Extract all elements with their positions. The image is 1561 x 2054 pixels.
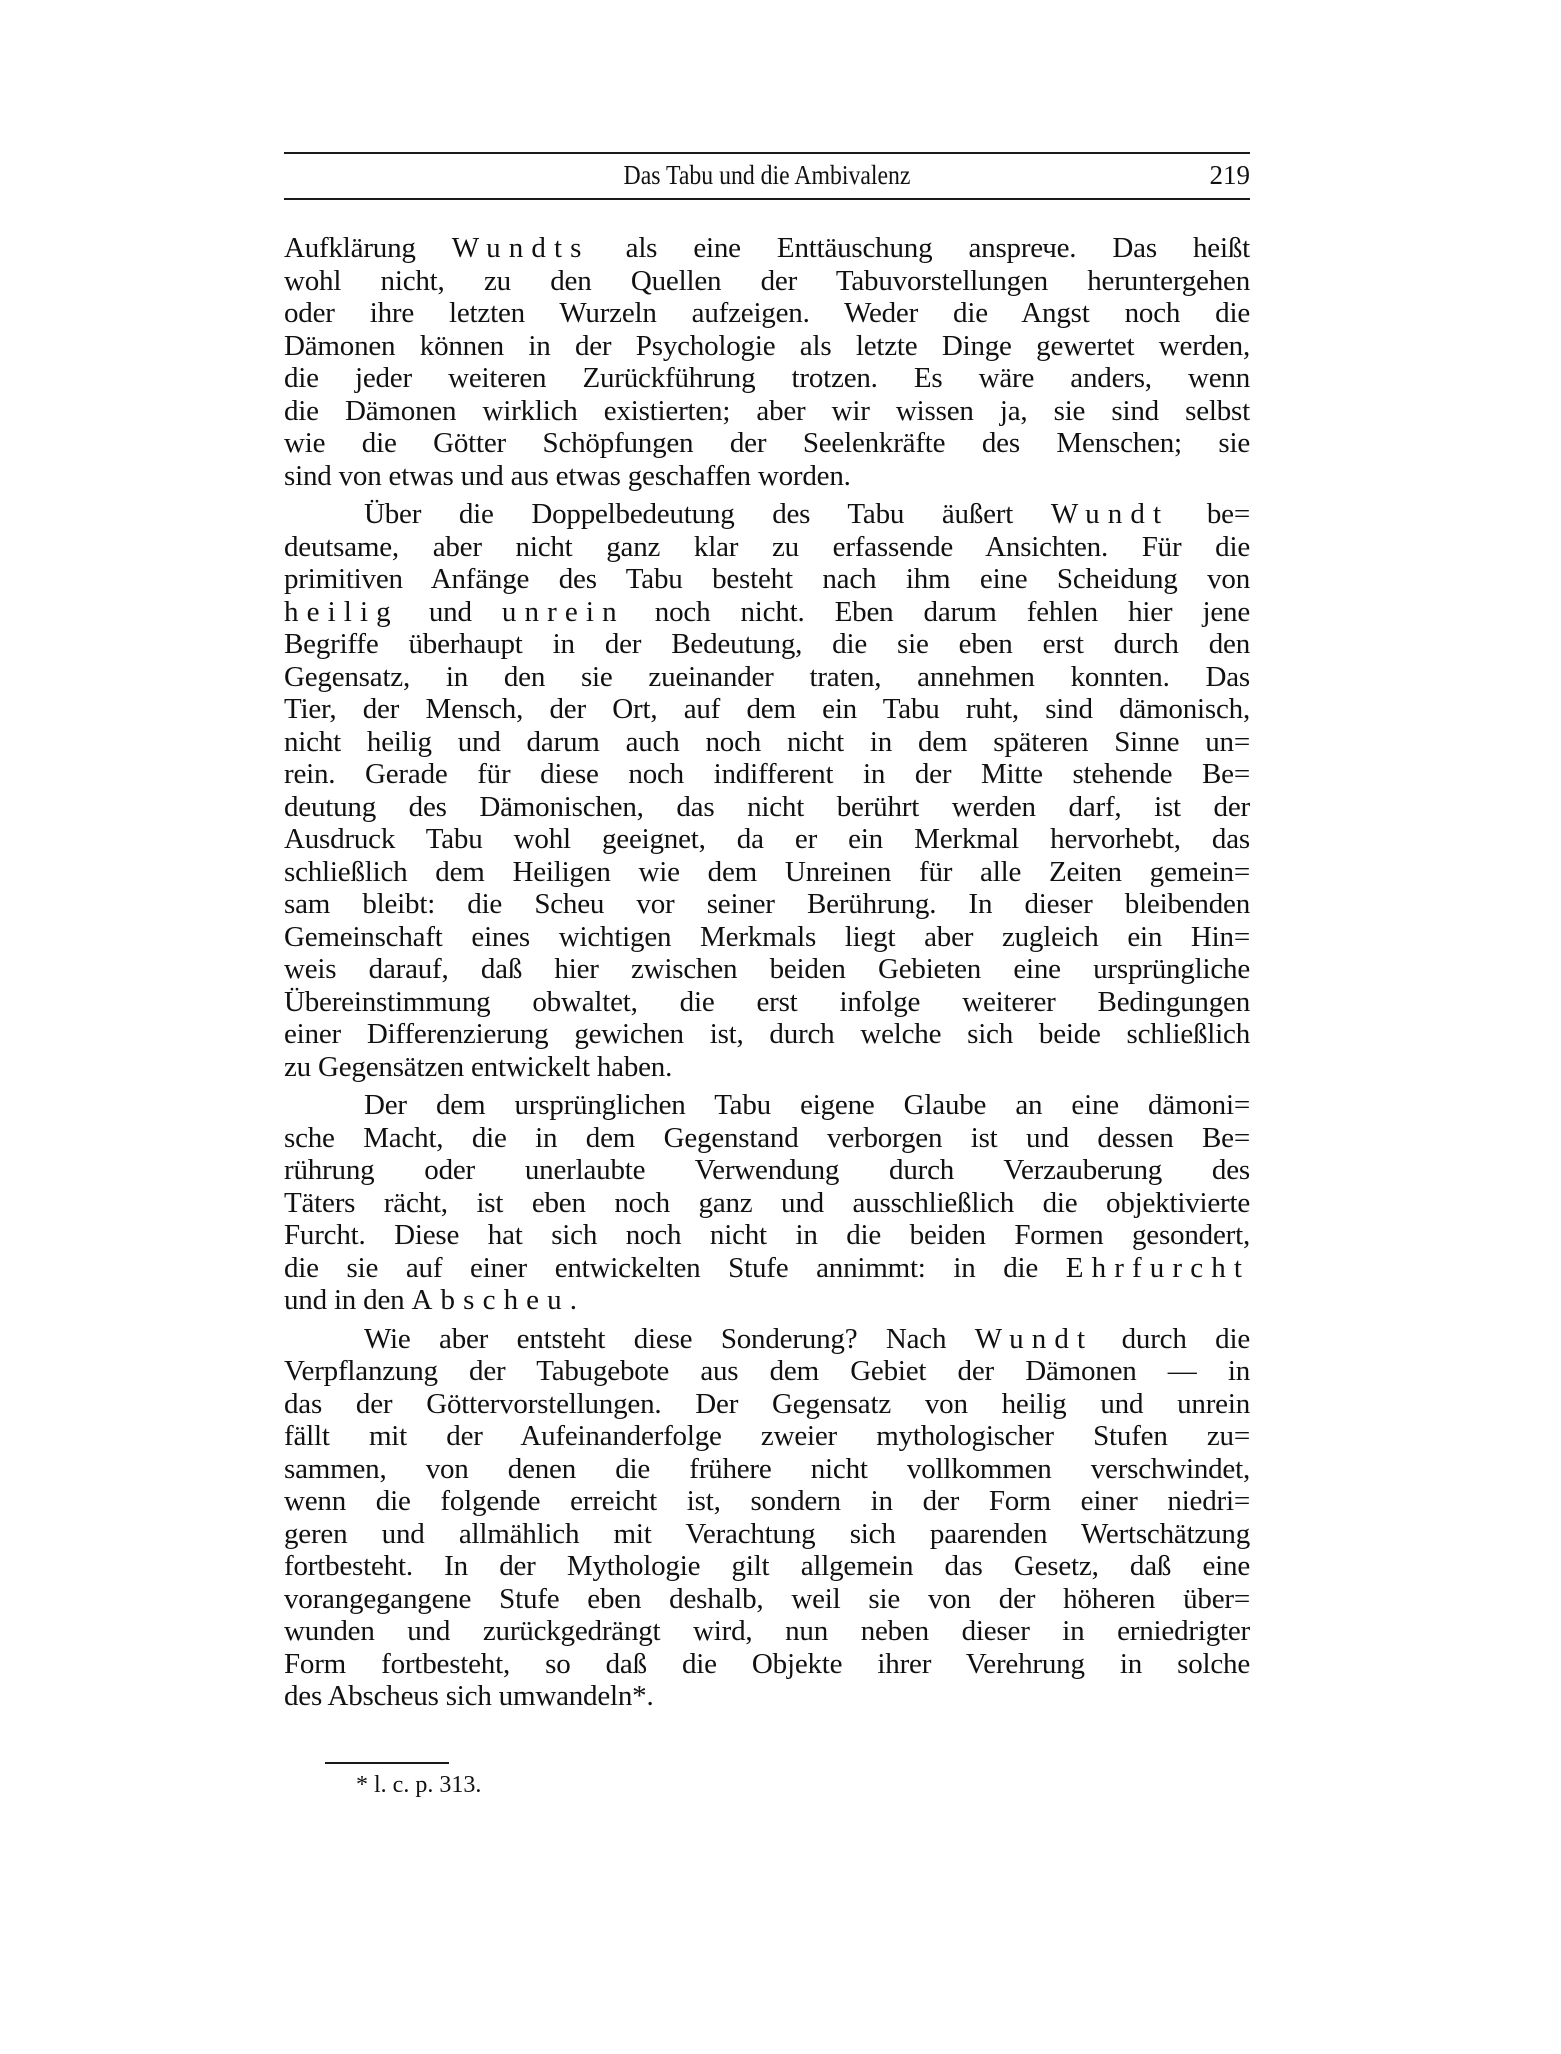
- text-line: [284, 1323, 1250, 1356]
- text-line: [284, 427, 1250, 460]
- text-line: [284, 1388, 1250, 1421]
- text-line: [284, 498, 1250, 531]
- text-segment: Täters rächt, ist eben noch ganz und ausschließlich die objektivierte: [284, 1186, 1250, 1219]
- running-head: [284, 160, 1250, 190]
- text-segment: fortbesteht. In der Mythologie gilt allgemein das Gesetz, daß eine: [284, 1550, 1250, 1582]
- text-line: [284, 563, 1250, 596]
- header-rule-bottom: [284, 198, 1250, 200]
- text-segment: deutsame, aber nicht ganz klar zu erfassende Ansichten. Für die: [284, 530, 1250, 563]
- text-segment: vorangegangene Stufe eben deshalb, weil sie von der höheren über=: [284, 1582, 1250, 1615]
- text-segment: die sie auf einer entwickelten Stufe annimmt: in die: [284, 1251, 1066, 1284]
- text-segment: Gemeinschaft eines wichtigen Merkmals liegt aber zugleich ein Hin=: [284, 920, 1250, 953]
- text-line: [284, 1187, 1250, 1220]
- text-segment: geren und allmählich mit Verachtung sich paarenden Wertschätzung: [284, 1517, 1250, 1550]
- text-line: [284, 661, 1250, 694]
- text-segment: durch die: [1093, 1322, 1250, 1355]
- text-line: [284, 362, 1250, 395]
- text-segment: nicht heilig und darum auch noch nicht in dem späteren Sinne un=: [284, 725, 1250, 758]
- text-segment: Ausdruck Tabu wohl geeignet, da er ein Merkmal hervorhebt, das: [284, 823, 1250, 855]
- paragraph: [284, 1323, 1250, 1713]
- body-text: [284, 232, 1250, 1719]
- text-line: [284, 1648, 1250, 1681]
- text-segment: Begriffe überhaupt in der Bedeutung, die sie eben erst durch den: [284, 628, 1250, 660]
- text-segment: die Dämonen wirklich existierten; aber wir wissen ja, sie sind selbst: [284, 394, 1250, 427]
- text-line: [284, 1252, 1250, 1285]
- text-line: [284, 1485, 1250, 1518]
- text-line: [284, 791, 1250, 824]
- text-line: [284, 693, 1250, 726]
- text-line: [284, 1583, 1250, 1616]
- text-segment: fällt mit der Aufeinanderfolge zweier mythologischer Stufen zu=: [284, 1420, 1250, 1452]
- text-segment: die jeder weiteren Zurückführung trotzen. Es wäre anders, wenn: [284, 362, 1250, 394]
- text-segment: sam bleibt: die Scheu vor seiner Berührung. In dieser bleibenden: [284, 888, 1250, 920]
- text-segment: als eine Enttäuschung ansprече. Das heißt: [589, 232, 1250, 264]
- page-number: 219: [1209, 160, 1250, 190]
- text-segment: Tier, der Mensch, der Ort, auf dem ein Tabu ruht, sind dämonisch,: [284, 693, 1250, 725]
- text-segment: wunden und zurückgedrängt wird, nun neben dieser in erniedrigter: [284, 1615, 1250, 1647]
- spaced-emphasis: Ehrfurcht: [1065, 1251, 1250, 1284]
- text-line: [284, 1518, 1250, 1551]
- text-segment: Über die Doppelbedeutung des Tabu äußert: [364, 498, 1051, 530]
- header-rule-top: [284, 152, 1250, 154]
- text-segment: sche Macht, die in dem Gegenstand verborgen ist und dessen Be=: [284, 1121, 1250, 1154]
- spaced-emphasis: Wundts: [451, 232, 590, 264]
- text-segment: rührung oder unerlaubte Verwendung durch Verzauberung des: [284, 1154, 1250, 1186]
- text-segment: schließlich dem Heiligen wie dem Unreinen für alle Zeiten gemein=: [284, 855, 1250, 888]
- text-segment: Form fortbesteht, so daß die Objekte ihrer Verehrung in solche: [284, 1647, 1250, 1680]
- text-segment: Gegensatz, in den sie zueinander traten, annehmen konnten. Das: [284, 660, 1250, 693]
- text-line: [284, 823, 1250, 856]
- paragraph: [284, 232, 1250, 492]
- text-line: [284, 921, 1250, 954]
- text-line: [284, 1219, 1250, 1252]
- text-line: [284, 888, 1250, 921]
- text-segment: wenn die folgende erreicht ist, sondern in der Form einer niedri=: [284, 1485, 1250, 1517]
- text-line: [284, 1051, 1250, 1084]
- text-segment: weis darauf, daß hier zwischen beiden Gebieten eine ursprüngliche: [284, 953, 1250, 985]
- text-segment: zu Gegensätzen entwickelt haben.: [284, 1050, 673, 1083]
- footnote-rule: [325, 1762, 449, 1764]
- text-line: [284, 1122, 1250, 1155]
- text-line: [284, 1420, 1250, 1453]
- text-segment: Der dem ursprünglichen Tabu eigene Glaube an eine dämoni=: [364, 1089, 1250, 1121]
- text-segment: wie die Götter Schöpfungen der Seelenkräfte des Menschen; sie: [284, 427, 1250, 459]
- text-segment: oder ihre letzten Wurzeln aufzeigen. Weder die Angst noch die: [284, 297, 1250, 329]
- spaced-emphasis: heilig: [284, 595, 399, 628]
- text-line: [284, 628, 1250, 661]
- text-line: [284, 1089, 1250, 1122]
- text-segment: und in den: [284, 1284, 412, 1316]
- running-title: Das Tabu und die Ambivalenz: [623, 160, 911, 190]
- text-segment: be=: [1169, 498, 1250, 530]
- text-segment: Verpflanzung der Tabugebote aus dem Gebiet der Dämonen — in: [284, 1355, 1250, 1387]
- text-segment: primitiven Anfänge des Tabu besteht nach ihm eine Scheidung von: [284, 563, 1250, 595]
- text-segment: Wie aber entsteht diese Sonderung? Nach: [364, 1322, 975, 1355]
- text-line: [284, 1018, 1250, 1051]
- text-segment: und: [398, 595, 502, 628]
- text-line: [284, 531, 1250, 564]
- footnote: * l. c. p. 313.: [356, 1772, 482, 1798]
- spaced-emphasis: unrein: [501, 595, 625, 628]
- text-segment: des Abscheus sich umwandeln*.: [284, 1680, 654, 1712]
- text-line: [284, 856, 1250, 889]
- text-line: [284, 1355, 1250, 1388]
- text-line: [284, 1550, 1250, 1583]
- text-line: [284, 596, 1250, 629]
- text-line: [284, 1453, 1250, 1486]
- text-segment: .: [569, 1284, 577, 1316]
- text-line: [284, 395, 1250, 428]
- paragraph: [284, 498, 1250, 1083]
- text-line: [284, 1615, 1250, 1648]
- text-line: [284, 1680, 1250, 1713]
- text-segment: Furcht. Diese hat sich noch nicht in die beiden Formen gesondert,: [284, 1219, 1250, 1251]
- paragraph: [284, 1089, 1250, 1317]
- text-line: [284, 726, 1250, 759]
- text-line: [284, 758, 1250, 791]
- text-segment: das der Göttervorstellungen. Der Gegensatz von heilig und unrein: [284, 1387, 1250, 1420]
- spaced-emphasis: Abscheu: [411, 1284, 570, 1316]
- text-segment: deutung des Dämonischen, das nicht berührt werden darf, ist der: [284, 790, 1250, 823]
- text-line: [284, 953, 1250, 986]
- text-segment: Aufklärung: [284, 232, 452, 264]
- text-segment: rein. Gerade für diese noch indifferent in der Mitte stehende Be=: [284, 758, 1250, 790]
- text-segment: sind von etwas und aus etwas geschaffen worden.: [284, 459, 851, 492]
- spaced-emphasis: Wundt: [1050, 498, 1170, 530]
- text-line: [284, 1154, 1250, 1187]
- text-segment: Dämonen können in der Psychologie als letzte Dinge gewertet werden,: [284, 329, 1250, 362]
- text-segment: wohl nicht, zu den Quellen der Tabuvorstellungen heruntergehen: [284, 264, 1250, 297]
- text-segment: noch nicht. Eben darum fehlen hier jene: [624, 595, 1250, 628]
- text-segment: einer Differenzierung gewichen ist, durch welche sich beide schließlich: [284, 1018, 1250, 1050]
- text-line: [284, 232, 1250, 265]
- text-line: [284, 265, 1250, 298]
- text-line: [284, 986, 1250, 1019]
- text-segment: Übereinstimmung obwaltet, die erst infolge weiterer Bedingungen: [284, 985, 1250, 1018]
- text-line: [284, 330, 1250, 363]
- text-segment: sammen, von denen die frühere nicht vollkommen verschwindet,: [284, 1452, 1250, 1485]
- text-line: [284, 297, 1250, 330]
- text-line: [284, 460, 1250, 493]
- text-line: [284, 1284, 1250, 1317]
- spaced-emphasis: Wundt: [974, 1322, 1094, 1355]
